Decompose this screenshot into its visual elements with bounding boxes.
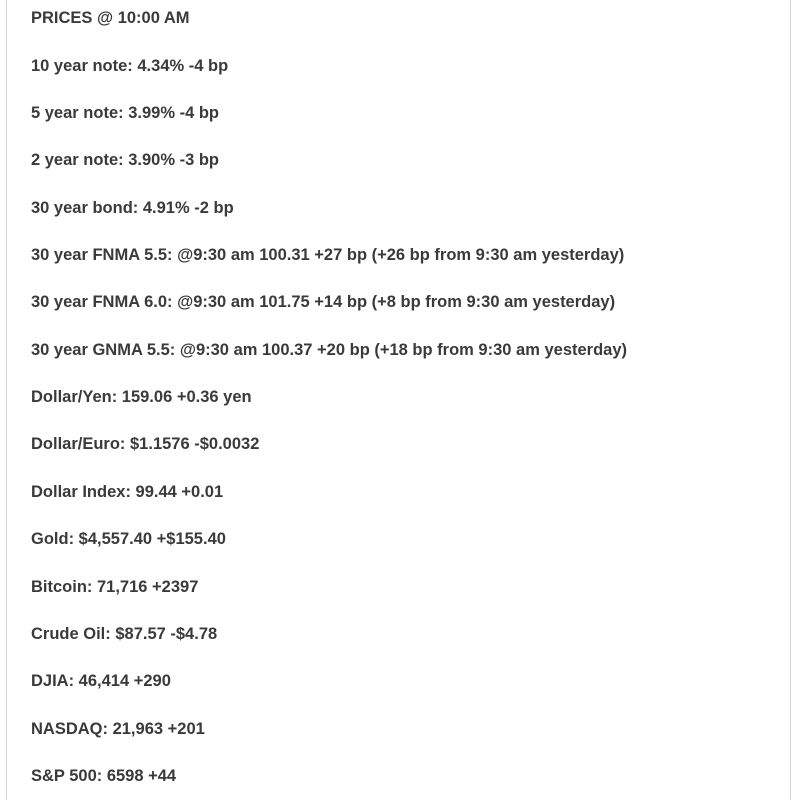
left-border <box>6 0 7 800</box>
price-line-dollar-euro: Dollar/Euro: $1.1576 -$0.0032 <box>31 435 260 453</box>
price-line-fnma-6-0: 30 year FNMA 6.0: @9:30 am 101.75 +14 bp (+8 bp from 9:30 am yesterday) <box>31 293 616 311</box>
price-line-30-year-bond: 30 year bond: 4.91% -2 bp <box>31 199 234 217</box>
price-line-bitcoin: Bitcoin: 71,716 +2397 <box>31 578 199 596</box>
price-line-sp-500: S&P 500: 6598 +44 <box>31 767 177 785</box>
price-line-10-year-note: 10 year note: 4.34% -4 bp <box>31 57 229 75</box>
price-line-5-year-note: 5 year note: 3.99% -4 bp <box>31 104 219 122</box>
price-line-dollar-yen: Dollar/Yen: 159.06 +0.36 yen <box>31 388 252 406</box>
price-line-crude-oil: Crude Oil: $87.57 -$4.78 <box>31 625 218 643</box>
price-line-djia: DJIA: 46,414 +290 <box>31 672 171 690</box>
price-line-dollar-index: Dollar Index: 99.44 +0.01 <box>31 483 224 501</box>
right-border <box>790 0 791 800</box>
price-line-gold: Gold: $4,557.40 +$155.40 <box>31 530 226 548</box>
price-line-gnma-5-5: 30 year GNMA 5.5: @9:30 am 100.37 +20 bp (+18 bp from 9:30 am yesterday) <box>31 341 628 359</box>
price-line-nasdaq: NASDAQ: 21,963 +201 <box>31 720 205 738</box>
price-line-fnma-5-5: 30 year FNMA 5.5: @9:30 am 100.31 +27 bp (+26 bp from 9:30 am yesterday) <box>31 246 625 264</box>
page-title: PRICES @ 10:00 AM <box>31 9 190 27</box>
price-line-2-year-note: 2 year note: 3.90% -3 bp <box>31 151 219 169</box>
